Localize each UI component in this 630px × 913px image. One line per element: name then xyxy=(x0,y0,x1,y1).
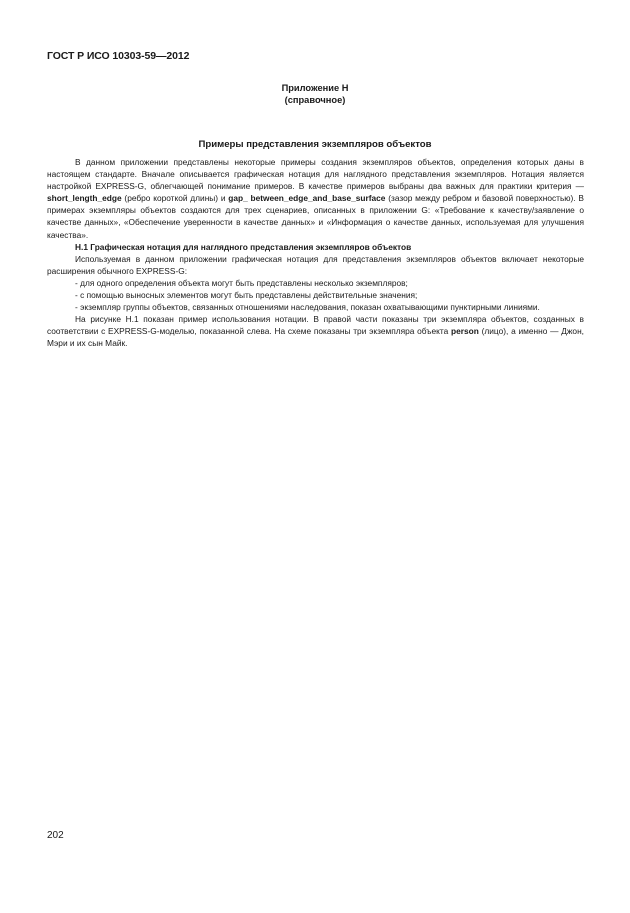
paragraph-intro-part-a: В данном приложении представлены некоторые примеры создания экземпляров объектов, определения которых даны в настоящем стандарте. Вначале описывается графическая нотация для наглядного представления экземпляров. Нотация является настройкой EXPRESS-G, облегчающей понимание примеров. В качестве примеров выбраны два важных для практики критерия — xyxy=(47,157,584,192)
paragraph-figure-part-a: На рисунке Н.1 показан пример использования нотации. В правой части показаны три экземпляра объектов, созданных в соответствии с EXPRESS-G-моделью, показанной слева. На схеме показаны три экземпляра объекта xyxy=(47,314,584,337)
annex-type: (справочное) xyxy=(284,95,346,105)
paragraph-intro xyxy=(47,156,584,241)
paragraph-intro-part-c: (зазор между ребром и базовой поверхностью). В примерах экземпляры объектов создаются для трех сценариев, описанных в приложении G: «Требование к качеству/заявление о качестве данных», «Обеспечение уверенности в качестве данных» и «Информация о качестве данных, используемая для улучшения качества». xyxy=(47,193,584,240)
paragraph-notation: Используемая в данном приложении графическая нотация для представления экземпляров объектов включает некоторые расширения обычного EXPRESS-G: xyxy=(47,253,584,276)
term-gap-between-edge: gap_ between_edge_and_base_surface xyxy=(228,193,386,204)
annex-heading xyxy=(0,82,630,106)
term-short-length-edge: short_length_edge xyxy=(47,193,122,204)
document-header: ГОСТ Р ИСО 10303-59—2012 xyxy=(47,50,190,62)
subsection-heading: Н.1 Графическая нотация для наглядного представления экземпляров объектов xyxy=(75,241,412,252)
body-text xyxy=(47,156,584,350)
page-number: 202 xyxy=(47,830,64,841)
paragraph-figure-part-b: (лицо), а именно — Джон, Мэри и их сын Майк. xyxy=(47,326,584,349)
list-item: - для одного определения объекта могут быть представлены несколько экземпляров; xyxy=(75,277,408,288)
list-item: - с помощью выносных элементов могут быть представлены действительные значения; xyxy=(75,290,418,301)
paragraph-intro-part-b: (ребро короткой длины) и xyxy=(121,193,229,204)
annex-label: Приложение Н xyxy=(281,83,349,93)
list-item: - экземпляр группы объектов, связанных отношениями наследования, показан охватывающими пунктирными линиями. xyxy=(75,302,540,313)
term-person: person xyxy=(451,326,479,337)
paragraph-figure-ref xyxy=(47,313,584,349)
section-title: Примеры представления экземпляров объектов xyxy=(198,139,432,150)
